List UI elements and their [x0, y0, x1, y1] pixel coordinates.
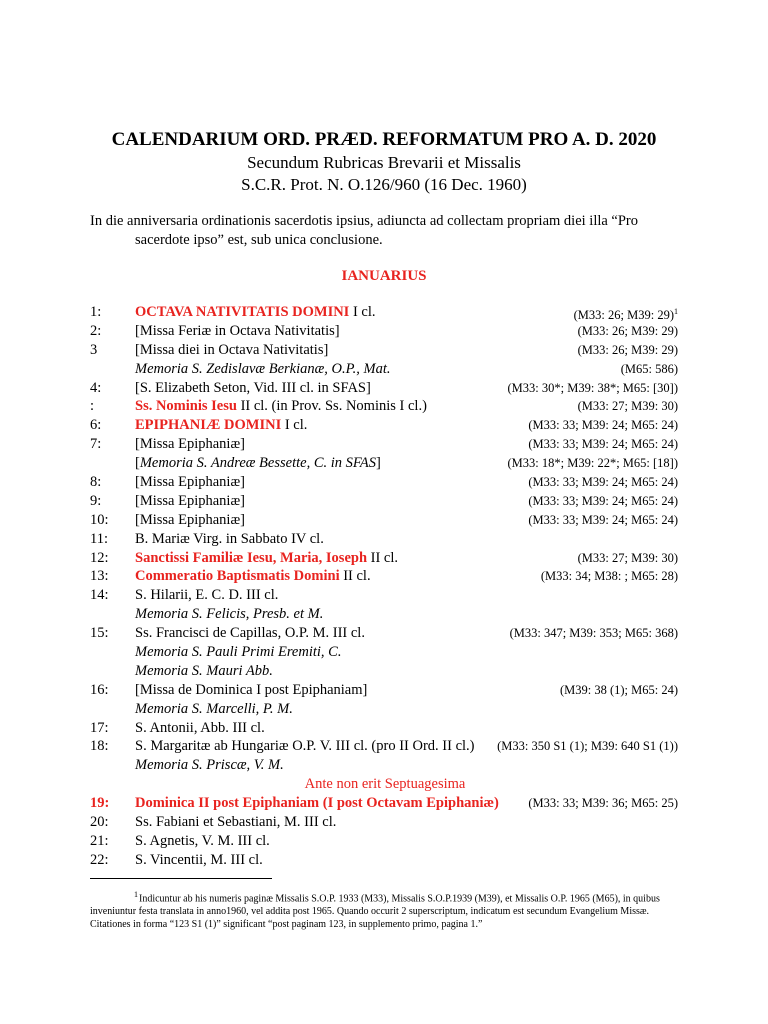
entry-title: [135, 360, 390, 379]
calendar-entry-row: [90, 851, 680, 870]
entry-day: 9:: [90, 492, 102, 509]
entry-title: [135, 681, 367, 700]
calendar-entry-row: [90, 624, 680, 643]
entry-title: [135, 416, 307, 435]
calendar-entry-row: [90, 605, 680, 624]
entry-title: [135, 794, 499, 813]
calendar-entry-row: [90, 303, 680, 322]
document-header: [0, 128, 768, 196]
missal-reference: (M33: 33; M39: 24; M65: 24): [528, 512, 678, 527]
entry-title: [135, 435, 245, 454]
calendar-entry-row: [90, 832, 680, 851]
footnote-number: 1: [134, 890, 138, 899]
entry-text: S. Vincentii, M. III cl.: [135, 851, 263, 868]
entry-title: [135, 549, 398, 568]
missal-reference: (M65: 586): [620, 361, 678, 376]
missal-reference: (M33: 26; M39: 29)$^1$: [573, 307, 678, 323]
entry-day: 6:: [90, 417, 102, 434]
entry-title: [135, 341, 328, 360]
entry-text: [Missa Epiphaniæ]: [135, 436, 245, 453]
entry-day: 17:: [90, 719, 109, 736]
entry-text: S. Hilarii, E. C. D. III cl.: [135, 587, 279, 604]
missal-reference: (M33: 27; M39: 30): [577, 399, 678, 414]
calendar-entry-row: [90, 511, 680, 530]
entry-text: Ss. Francisci de Capillas, O.P. M. III cl.: [135, 625, 365, 642]
feast-name: Commeratio Baptismatis Domini: [135, 568, 340, 585]
calendar-entry-row: [90, 379, 680, 398]
entry-title: [135, 303, 376, 322]
missal-reference: (M33: 33; M39: 24; M65: 24): [528, 418, 678, 433]
missal-reference: (M33: 26; M39: 29): [577, 342, 678, 357]
missal-reference: (M33: 34; M38: ; M65: 28): [540, 569, 678, 584]
entry-day: 4:: [90, 379, 102, 396]
calendar-entry-row: [90, 473, 680, 492]
entry-title: [135, 454, 381, 473]
entry-title: [135, 624, 365, 643]
entry-title: [135, 643, 341, 662]
calendar-entry-row: [90, 360, 680, 379]
calendar-entry-row: [90, 530, 680, 549]
entry-day: 16:: [90, 681, 109, 698]
entry-memoria: Memoria S. Zedislavæ Berkianæ, O.P., Mat.: [135, 360, 391, 377]
entry-title: [135, 492, 245, 511]
calendar-entry-row: [90, 681, 680, 700]
footnote-divider: [90, 878, 272, 879]
entry-day: 13:: [90, 568, 109, 585]
calendar-entry-row: [90, 567, 680, 586]
entry-title: [135, 586, 278, 605]
calendar-entry-row: [90, 341, 680, 360]
entry-text: [Missa Feriæ in Octava Nativitatis]: [135, 322, 340, 339]
entry-text: [Missa diei in Octava Nativitatis]: [135, 341, 329, 358]
entry-day: 18:: [90, 738, 109, 755]
entry-text: S. Antonii, Abb. III cl.: [135, 719, 265, 736]
feast-name: EPIPHANIÆ DOMINI: [135, 417, 282, 434]
footnote-text: Indicuntur ab his numeris paginæ Missalis S.O.P. 1933 (M33), Missalis S.O.P.1939 (M39), et Missalis O.P. 1965 (M65), in quibus inveniuntur festa translata in anno1960, vel addita post 1965. Quando occurit 2 superscriptum, indicatum est secundum Evangelium Missæ. Citationes in forma “123 S1 (1)” significant “post paginam 123, in supplemento primo, pagina 1.”: [90, 893, 660, 931]
entry-title: [135, 756, 284, 775]
entry-memoria: Memoria S. Marcelli, P. M.: [135, 700, 293, 717]
feast-name: Sanctissi Familiæ Iesu, Maria, Ioseph: [135, 549, 368, 566]
entry-memoria: Memoria S. Mauri Abb.: [135, 662, 273, 679]
missal-reference: (M33: 347; M39: 353; M65: 368): [509, 626, 678, 641]
entry-title: [135, 322, 340, 341]
calendar-entry-row: [90, 492, 680, 511]
intro-paragraph: [90, 212, 690, 250]
entry-day: 22:: [90, 851, 109, 868]
season-note: Ante non erit Septuagesima: [304, 776, 466, 793]
calendar-entry-row: [90, 756, 680, 775]
intro-line-2: sacerdote ipso” est, sub unica conclusione.: [135, 232, 383, 248]
missal-reference: (M33: 33; M39: 24; M65: 24): [528, 475, 678, 490]
page-subtitle: Secundum Rubricas Brevarii et Missalis: [247, 153, 521, 172]
calendar-entry-row: [90, 454, 680, 473]
entry-text: S. Agnetis, V. M. III cl.: [135, 832, 270, 849]
entry-text: Ss. Fabiani et Sebastiani, M. III cl.: [135, 814, 337, 831]
calendar-entry-row: [90, 794, 680, 813]
entry-day: 8:: [90, 474, 102, 491]
calendar-entries: [90, 303, 680, 870]
calendar-entry-row: [90, 322, 680, 341]
entry-title: [135, 662, 273, 681]
entry-day: 20:: [90, 814, 109, 831]
entry-memoria: Memoria S. Pauli Primi Eremiti, C.: [135, 644, 342, 661]
entry-title: [135, 567, 371, 586]
entry-text: [Missa Epiphaniæ]: [135, 474, 245, 491]
missal-reference: (M39: 38 (1); M65: 24): [559, 682, 678, 697]
calendar-entry-row: [90, 435, 680, 454]
calendar-entry-row: [90, 775, 680, 794]
feast-name: Dominica II post Epiphaniam (I post Octavam Epiphaniæ): [135, 795, 499, 812]
calendar-entry-row: [90, 719, 680, 738]
entry-day: 3: [90, 341, 98, 358]
entry-memoria: Memoria S. Priscæ, V. M.: [135, 757, 284, 774]
entry-title: [135, 379, 371, 398]
entry-day: 10:: [90, 511, 109, 528]
footnote: [90, 888, 690, 931]
bracket-close: ]: [376, 455, 381, 472]
entry-day: 15:: [90, 625, 109, 642]
intro-line-1: In die anniversaria ordinationis sacerdotis ipsius, adiuncta ad collectam propriam diei illa “Pro: [90, 213, 639, 229]
calendar-entry-row: [90, 813, 680, 832]
entry-text: [Missa Epiphaniæ]: [135, 511, 245, 528]
footnote-marker: 1: [674, 307, 678, 316]
calendar-entry-row: [90, 549, 680, 568]
missal-reference: (M33: 26; M39: 29): [577, 323, 678, 338]
calendar-entry-row: [90, 416, 680, 435]
entry-text: [Missa de Dominica I post Epiphaniam]: [135, 681, 368, 698]
page-title: CALENDARIUM ORD. PRÆD. REFORMATUM PRO A. D. 2020: [111, 129, 657, 150]
entry-title: [135, 473, 245, 492]
entry-day: 1:: [90, 304, 102, 320]
page-protocol: S.C.R. Prot. N. O.126/960 (16 Dec. 1960): [241, 175, 527, 194]
missal-reference: (M33: 33; M39: 24; M65: 24): [528, 493, 678, 508]
entry-title: [135, 700, 293, 719]
entry-memoria: Memoria S. Felicis, Presb. et M.: [135, 606, 324, 623]
entry-title: [135, 851, 263, 870]
entry-day: 14:: [90, 587, 109, 604]
feast-name: OCTAVA NATIVITATIS DOMINI: [135, 304, 350, 320]
entry-text: S. Margaritæ ab Hungariæ O.P. V. III cl. (pro II Ord. II cl.): [135, 738, 475, 755]
bracket-open: [: [135, 455, 140, 472]
missal-reference: (M33: 33; M39: 36; M65: 25): [528, 796, 678, 811]
feast-name: Ss. Nominis Iesu: [135, 398, 237, 415]
calendar-entry-row: [90, 586, 680, 605]
entry-day: 7:: [90, 436, 102, 453]
entry-text: [S. Elizabeth Seton, Vid. III cl. in SFAS]: [135, 379, 371, 396]
entry-day: 19:: [90, 795, 110, 812]
entry-text: B. Mariæ Virg. in Sabbato IV cl.: [135, 530, 324, 547]
entry-text: [Missa Epiphaniæ]: [135, 492, 245, 509]
entry-day: 21:: [90, 832, 109, 849]
entry-text: I cl.: [349, 304, 376, 320]
calendar-entry-row: [90, 700, 680, 719]
entry-text: I cl.: [281, 417, 308, 434]
entry-text: II cl.: [339, 568, 371, 585]
missal-reference: (M33: 27; M39: 30): [577, 550, 678, 565]
entry-title: [135, 832, 270, 851]
entry-title: [135, 719, 265, 738]
entry-text: II cl.: [367, 549, 399, 566]
entry-day: 11:: [90, 530, 108, 547]
entry-title: [135, 511, 245, 530]
calendar-entry-row: [90, 662, 680, 681]
month-heading: IANUARIUS: [341, 268, 427, 284]
entry-day: 12:: [90, 549, 109, 566]
entry-title: [135, 737, 474, 756]
entry-title: [135, 605, 323, 624]
calendar-entry-row: [90, 737, 680, 756]
missal-reference: (M33: 30*; M39: 38*; M65: [30]): [507, 380, 678, 395]
entry-title: [135, 397, 427, 416]
entry-day: 2:: [90, 322, 102, 339]
missal-reference: (M33: 350 S1 (1); M39: 640 S1 (1)): [497, 739, 678, 754]
calendar-entry-row: [90, 397, 680, 416]
missal-reference: (M33: 18*; M39: 22*; M65: [18]): [507, 456, 678, 471]
calendar-entry-row: [90, 643, 680, 662]
entry-title: [135, 530, 324, 549]
entry-text: II cl. (in Prov. Ss. Nominis I cl.): [236, 398, 427, 415]
entry-memoria: Memoria S. Andreæ Bessette, C. in SFAS: [139, 455, 376, 472]
entry-day: :: [90, 398, 95, 415]
missal-reference: (M33: 33; M39: 24; M65: 24): [528, 437, 678, 452]
entry-title: [135, 813, 336, 832]
